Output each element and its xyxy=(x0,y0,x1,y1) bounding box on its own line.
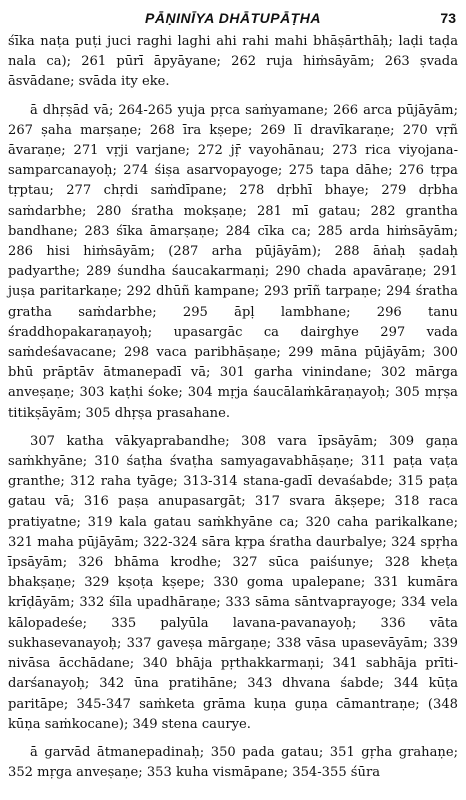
running-head: PĀṆINĪYA DHĀTUPĀṬHA xyxy=(145,10,321,26)
paragraph: ā garvād ātmanepadinaḥ; 350 pada gatau; 351 gṛha grahaṇe; 352 mṛga anveṣaṇe; 353 kuha vismāpane; 354-355 śūra xyxy=(8,744,458,781)
page-header xyxy=(8,4,458,32)
paragraph: 307 katha vākyaprabandhe; 308 vara īpsāyām; 309 gaṇa saṁkhyāne; 310 śaṭha śvaṭha samyagavabhāṣaṇe; 311 paṭa vaṭa granthe; 312 raha tyāge; 313-314 stana-gadī devaśabde; 315 paṭa gatau vā; 316 paṣa anupasargāt; 317 svara ākṣepe; 318 raca pratiyatne; 319 kala gatau saṁkhyāne ca; 320 caha parikalkane; 321 maha pūjāyām; 322-324 sāra kṛpa śratha daurbalye; 324 spṛha īpsāyām; 326 bhāma krodhe; 327 sūca paiśunye; 328 kheṭa bhakṣaṇe; 329 kṣoṭa kṣepe; 330 goma upalepane; 331 kumāra krīḍāyām; 332 śīla upadhāraṇe; 333 sāma sāntvaprayoge; 334 vela kālopadeśe; 335 palyūla lavana-pavanayoḥ; 336 vāta sukhasevanayoḥ; 337 gaveṣa mārgaṇe; 338 vāsa upasevāyām; 339 nivāsa ācchādane; 340 bhāja pṛthakkarmaṇi; 341 sabhāja prīti-darśanayoḥ; 342 ūna pratihāne; 343 dhvana śabde; 344 kūṭa paritāpe; 345-347 saṁketa grāma kuṇa guṇa cāmantraṇe; (348 kūṇa saṁkocane); 349 stena caurye. xyxy=(8,433,458,732)
paragraph-continued: śīka naṭa puṭi juci raghi laghi ahi rahi mahi bhāṣārthāḥ; laḍi taḍa nala ca); 261 pūrī āpyāyane; 262 ruja hiṁsāyām; 263 ṣvada āsvādane; svāda ity eke. xyxy=(8,34,458,90)
paragraph: ā dhṛṣād vā; 264-265 yuja pṛca saṁyamane; 266 arca pūjāyām; 267 ṣaha marṣaṇe; 268 īra kṣepe; 269 lī dravīkaraṇe; 270 vṛñ āvaraṇe; 271 vṛji varjane; 272 jṝ vayohānau; 273 rica viyojana-samparcanayoḥ; 274 śiṣa asarvopayoge; 275 tapa dāhe; 276 tṛpa tṛptau; 277 chṛdi saṁdīpane; 278 dṛbhī bhaye; 279 dṛbha saṁdarbhe; 280 śratha mokṣaṇe; 281 mī gatau; 282 grantha bandhane; 283 śīka āmarṣaṇe; 284 cīka ca; 285 arda hiṁsāyām; 286 hisi hiṁsāyām; (287 arha pūjāyām); 288 āṅaḥ ṣadaḥ padyarthe; 289 śundha śaucakarmaṇi; 290 chada apavāraṇe; 291 juṣa paritarkaṇe; 292 dhūñ kampane; 293 prīñ tarpaṇe; 294 śratha gratha saṁdarbhe; 295 āpḷ lambhane; 296 tanu śraddhopakaraṇayoḥ; upasargāc ca dairghye 297 vada saṁdeśavacane; 298 vaca paribhāṣaṇe; 299 māna pūjāyām; 300 bhū prāptāv ātmanepadī vā; 301 garha vinindane; 302 mārga anveṣaṇe; 303 kaṭhi śoke; 304 mṛja śaucālaṁkāraṇayoḥ; 305 mṛṣa titikṣāyām; 305 dhṛṣa prasahane. xyxy=(8,102,458,421)
page-number: 73 xyxy=(440,10,456,26)
body-text xyxy=(8,32,458,783)
